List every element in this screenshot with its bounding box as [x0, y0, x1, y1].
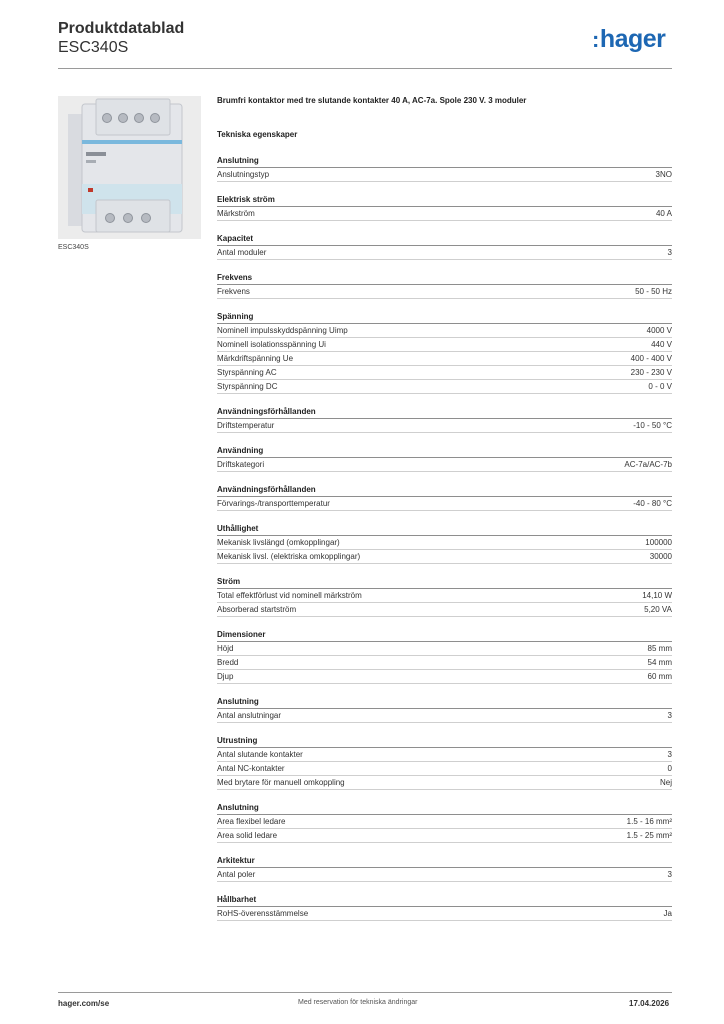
- spec-row: [217, 907, 672, 921]
- spec-label: Driftskategori: [217, 460, 265, 469]
- spec-row: [217, 207, 672, 221]
- spec-row: [217, 168, 672, 182]
- spec-label: Djup: [217, 672, 234, 681]
- spec-label: Nominell impulsskyddspänning Uimp: [217, 326, 348, 335]
- section-title: Anslutning: [217, 802, 672, 815]
- spec-value: -10 - 50 °C: [633, 421, 672, 430]
- spec-label: Märkdriftspänning Ue: [217, 354, 294, 363]
- hager-logo: :hager: [592, 25, 666, 53]
- spec-value: 0 - 0 V: [648, 382, 672, 391]
- spec-value: -40 - 80 °C: [633, 499, 672, 508]
- spec-value: 40 A: [655, 209, 672, 218]
- spec-section: [217, 233, 672, 260]
- technical-properties-heading: Tekniska egenskaper: [217, 130, 298, 139]
- spec-label: Total effektförlust vid nominell märkström: [217, 591, 362, 600]
- spec-section: [217, 311, 672, 394]
- spec-section: [217, 802, 672, 843]
- section-title: Elektrisk ström: [217, 194, 672, 207]
- footer-divider: [58, 992, 672, 993]
- spec-row: [217, 829, 672, 843]
- spec-section: [217, 523, 672, 564]
- spec-label: Antal poler: [217, 870, 256, 879]
- spec-value: 1.5 - 16 mm²: [626, 817, 672, 826]
- spec-value: 54 mm: [647, 658, 672, 667]
- spec-label: Märkström: [217, 209, 255, 218]
- spec-row: [217, 285, 672, 299]
- spec-value: 3NO: [655, 170, 672, 179]
- spec-section: [217, 484, 672, 511]
- section-title: Frekvens: [217, 272, 672, 285]
- spec-value: 14,10 W: [642, 591, 672, 600]
- spec-label: Nominell isolationsspänning Ui: [217, 340, 326, 349]
- section-title: Användningsförhållanden: [217, 484, 672, 497]
- spec-row: [217, 380, 672, 394]
- spec-row: [217, 352, 672, 366]
- spec-value: 5,20 VA: [644, 605, 672, 614]
- spec-label: Driftstemperatur: [217, 421, 275, 430]
- spec-value: 3: [667, 870, 672, 879]
- spec-row: [217, 815, 672, 829]
- section-title: Kapacitet: [217, 233, 672, 246]
- product-description: Brumfri kontaktor med tre slutande kontakter 40 A, AC-7a. Spole 230 V. 3 moduler: [217, 96, 527, 105]
- spec-label: Bredd: [217, 658, 239, 667]
- spec-label: Area solid ledare: [217, 831, 278, 840]
- spec-section: [217, 696, 672, 723]
- document-title: Produktdatablad: [58, 20, 185, 37]
- spec-row: [217, 776, 672, 790]
- spec-row: [217, 246, 672, 260]
- spec-value: 1.5 - 25 mm²: [626, 831, 672, 840]
- section-title: Uthållighet: [217, 523, 672, 536]
- section-title: Dimensioner: [217, 629, 672, 642]
- spec-section: [217, 406, 672, 433]
- spec-label: Frekvens: [217, 287, 250, 296]
- spec-label: Styrspänning DC: [217, 382, 278, 391]
- spec-value: 50 - 50 Hz: [635, 287, 672, 296]
- spec-value: Ja: [663, 909, 672, 918]
- spec-section: [217, 894, 672, 921]
- section-title: Spänning: [217, 311, 672, 324]
- spec-label: Antal moduler: [217, 248, 267, 257]
- spec-row: [217, 868, 672, 882]
- spec-value: 3: [667, 248, 672, 257]
- spec-section: [217, 576, 672, 617]
- spec-row: [217, 748, 672, 762]
- spec-section: [217, 855, 672, 882]
- section-title: Användningsförhållanden: [217, 406, 672, 419]
- spec-row: [217, 458, 672, 472]
- spec-value: AC-7a/AC-7b: [624, 460, 672, 469]
- spec-row: [217, 497, 672, 511]
- spec-label: Mekanisk livsl. (elektriska omkopplingar): [217, 552, 361, 561]
- spec-row: [217, 642, 672, 656]
- logo-text: hager: [599, 25, 666, 53]
- spec-value: 230 - 230 V: [630, 368, 672, 377]
- spec-value: Nej: [659, 778, 672, 787]
- spec-row: [217, 536, 672, 550]
- spec-section: [217, 155, 672, 182]
- product-code: ESC340S: [58, 39, 129, 56]
- spec-value: 85 mm: [647, 644, 672, 653]
- spec-label: Antal slutande kontakter: [217, 750, 303, 759]
- spec-label: Antal anslutningar: [217, 711, 282, 720]
- spec-row: [217, 324, 672, 338]
- spec-row: [217, 603, 672, 617]
- spec-label: Styrspänning AC: [217, 368, 277, 377]
- spec-label: Absorberad startström: [217, 605, 297, 614]
- spec-value: 4000 V: [646, 326, 672, 335]
- footer-website: hager.com/se: [58, 999, 110, 1008]
- spec-section: [217, 735, 672, 790]
- spec-label: Antal NC-kontakter: [217, 764, 285, 773]
- spec-value: 400 - 400 V: [630, 354, 672, 363]
- spec-value: 3: [667, 711, 672, 720]
- spec-value: 60 mm: [647, 672, 672, 681]
- spec-value: 30000: [649, 552, 672, 561]
- section-title: Anslutning: [217, 696, 672, 709]
- footer-date: 17.04.2026: [629, 999, 670, 1008]
- spec-label: Anslutningstyp: [217, 170, 270, 179]
- spec-label: RoHS-överensstämmelse: [217, 909, 309, 918]
- spec-label: Area flexibel ledare: [217, 817, 286, 826]
- spec-label: Höjd: [217, 644, 234, 653]
- section-title: Ström: [217, 576, 672, 589]
- spec-value: 440 V: [651, 340, 672, 349]
- specifications-table: [217, 155, 672, 921]
- section-title: Arkitektur: [217, 855, 672, 868]
- section-title: Hållbarhet: [217, 894, 672, 907]
- spec-section: [217, 194, 672, 221]
- spec-label: Förvarings-/transporttemperatur: [217, 499, 330, 508]
- spec-value: 100000: [645, 538, 672, 547]
- spec-label: Med brytare för manuell omkoppling: [217, 778, 345, 787]
- spec-row: [217, 589, 672, 603]
- spec-row: [217, 338, 672, 352]
- spec-row: [217, 709, 672, 723]
- spec-label: Mekanisk livslängd (omkopplingar): [217, 538, 340, 547]
- spec-section: [217, 272, 672, 299]
- section-title: Användning: [217, 445, 672, 458]
- product-image: [58, 96, 201, 239]
- spec-row: [217, 419, 672, 433]
- section-title: Anslutning: [217, 155, 672, 168]
- spec-row: [217, 366, 672, 380]
- spec-row: [217, 762, 672, 776]
- spec-section: [217, 629, 672, 684]
- spec-row: [217, 550, 672, 564]
- spec-value: 0: [667, 764, 672, 773]
- header-divider: [58, 68, 672, 69]
- spec-value: 3: [667, 750, 672, 759]
- spec-row: [217, 670, 672, 684]
- image-caption: ESC340S: [58, 244, 89, 251]
- footer-notice: Med reservation för tekniska ändringar: [298, 999, 418, 1006]
- spec-section: [217, 445, 672, 472]
- spec-row: [217, 656, 672, 670]
- section-title: Utrustning: [217, 735, 672, 748]
